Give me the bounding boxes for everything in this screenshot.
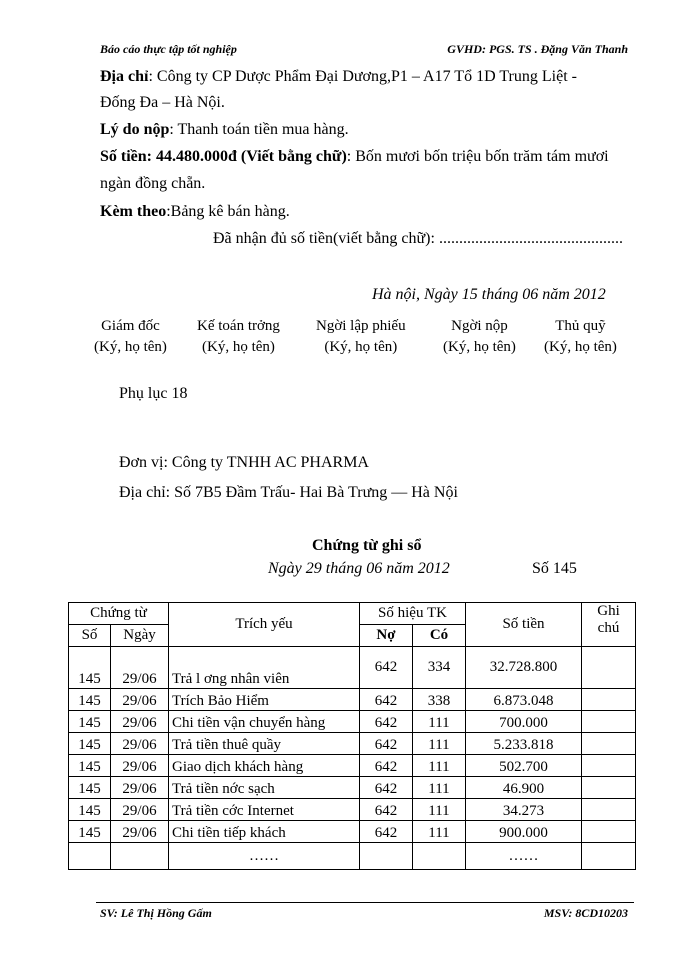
cell-number: 145 — [69, 777, 111, 799]
signature-note: (Ký, họ tên) — [324, 339, 398, 355]
amount-label: Số tiền: 44.480.000đ (Viết bằng chữ) — [100, 148, 347, 165]
cell-credit: 111 — [413, 799, 466, 821]
reason-label: Lý do nộp — [100, 121, 170, 138]
attachment-line — [100, 203, 290, 221]
header-voucher: Chứng từ — [69, 603, 169, 625]
cell-number: 145 — [69, 711, 111, 733]
address-value: : Công ty CP Dược Phẩm Đại Dương,P1 – A17 Tổ 1D Trung Liệt - — [148, 68, 577, 85]
footer-student: SV: Lê Thị Hồng Gấm — [100, 906, 212, 920]
cell-notes — [582, 799, 636, 821]
table-row — [69, 821, 636, 843]
cell-credit: 111 — [413, 821, 466, 843]
cell-date — [111, 843, 169, 870]
cell-date: 29/06 — [111, 777, 169, 799]
signature-title: Ngời nộp — [451, 318, 508, 334]
cell-description: Trả l ơng nhân viên — [169, 647, 360, 689]
table-row — [69, 689, 636, 711]
header-credit: Có — [413, 625, 466, 647]
cell-amount: 5.233.818 — [466, 733, 582, 755]
voucher-number: Số 145 — [532, 560, 577, 577]
table-row — [69, 777, 636, 799]
table-row — [69, 733, 636, 755]
table-row — [69, 711, 636, 733]
cell-description: Trả tiền nớc sạch — [169, 777, 360, 799]
signature-chief-accountant — [197, 316, 280, 358]
appendix-label: Phụ lục 18 — [119, 385, 188, 402]
attachment-label: Kèm theo — [100, 203, 167, 220]
header-amount: Số tiền — [466, 603, 582, 647]
header-debit: Nợ — [360, 625, 413, 647]
table-row — [69, 647, 636, 689]
header-number: Số — [69, 625, 111, 647]
cell-description: Trả tiền cớc Internet — [169, 799, 360, 821]
unit-address: Địa chỉ: Số 7B5 Đầm Trấu- Hai Bà Trưng — Hà Nội — [119, 484, 458, 501]
cell-credit: 111 — [413, 755, 466, 777]
cell-description: Chi tiền tiếp khách — [169, 821, 360, 843]
signature-cashier — [544, 316, 617, 358]
cell-date: 29/06 — [111, 799, 169, 821]
cell-notes — [582, 711, 636, 733]
signature-note: (Ký, họ tên) — [202, 339, 275, 355]
cell-amount: 46.900 — [466, 777, 582, 799]
cell-date: 29/06 — [111, 711, 169, 733]
cell-number — [69, 843, 111, 870]
cell-debit — [360, 843, 413, 870]
reason-value: : Thanh toán tiền mua hàng. — [169, 121, 349, 138]
signature-title: Kế toán trởng — [197, 318, 280, 334]
received-amount-line: Đã nhận đủ số tiền(viết bằng chữ): .............................................. — [213, 230, 623, 247]
cell-debit: 642 — [360, 711, 413, 733]
address-line-1 — [100, 68, 577, 86]
cell-description: Chi tiền vận chuyển hàng — [169, 711, 360, 733]
amount-line — [100, 148, 609, 166]
receipt-date: Hà nội, Ngày 15 tháng 06 năm 2012 — [372, 286, 606, 303]
cell-amount: 900.000 — [466, 821, 582, 843]
cell-date: 29/06 — [111, 821, 169, 843]
table-row-ellipsis — [69, 843, 636, 870]
cell-amount: 6.873.048 — [466, 689, 582, 711]
cell-credit: 338 — [413, 689, 466, 711]
cell-description: Trả tiền thuê quầy — [169, 733, 360, 755]
amount-words: : Bốn mươi bốn triệu bốn trăm tám mươi — [346, 148, 609, 165]
footer-student-id: MSV: 8CD10203 — [543, 906, 628, 920]
header-notes-line-1: Ghi — [597, 603, 620, 619]
cell-notes — [582, 689, 636, 711]
cell-credit: 111 — [413, 711, 466, 733]
header-date: Ngày — [111, 625, 169, 647]
cell-credit: 111 — [413, 777, 466, 799]
voucher-title: Chứng từ ghi sổ — [312, 537, 422, 554]
cell-notes — [582, 821, 636, 843]
table-row — [69, 799, 636, 821]
cell-amount: 32.728.800 — [466, 647, 582, 689]
cell-date: 29/06 — [111, 647, 169, 689]
cell-debit: 642 — [360, 689, 413, 711]
signature-note: (Ký, họ tên) — [443, 339, 516, 355]
signature-title: Thủ quỹ — [555, 318, 606, 334]
cell-notes — [582, 647, 636, 689]
cell-description: Trích Bảo Hiểm — [169, 689, 360, 711]
cell-debit: 642 — [360, 755, 413, 777]
header-account-codes: Số hiệu TK — [360, 603, 466, 625]
header-supervisor: GVHD: PGS. TS . Đặng Văn Thanh — [447, 42, 628, 56]
cell-amount: 700.000 — [466, 711, 582, 733]
signature-note: (Ký, họ tên) — [544, 339, 617, 355]
cell-number: 145 — [69, 799, 111, 821]
signature-director — [94, 316, 167, 358]
signature-title: Giám đốc — [101, 318, 160, 334]
cell-debit: 642 — [360, 821, 413, 843]
cell-debit: 642 — [360, 647, 413, 689]
signature-payer — [443, 316, 516, 358]
cell-date: 29/06 — [111, 733, 169, 755]
cell-number: 145 — [69, 755, 111, 777]
cell-credit — [413, 843, 466, 870]
cell-amount: 34.273 — [466, 799, 582, 821]
cell-date: 29/06 — [111, 689, 169, 711]
cell-debit: 642 — [360, 799, 413, 821]
signature-title: Ngời lập phiếu — [316, 318, 406, 334]
cell-description: Giao dịch khách hàng — [169, 755, 360, 777]
cell-notes — [582, 843, 636, 870]
cell-debit: 642 — [360, 733, 413, 755]
cell-number: 145 — [69, 647, 111, 689]
signature-note: (Ký, họ tên) — [94, 339, 167, 355]
header-report-title: Báo cáo thực tập tốt nghiệp — [100, 42, 237, 56]
voucher-table — [68, 602, 636, 870]
cell-date: 29/06 — [111, 755, 169, 777]
cell-notes — [582, 777, 636, 799]
address-line-2: Đống Đa – Hà Nội. — [100, 94, 225, 111]
header-notes — [582, 603, 636, 647]
cell-notes — [582, 755, 636, 777]
cell-amount-ellipsis: …… — [466, 843, 582, 870]
cell-number: 145 — [69, 689, 111, 711]
header-description: Trích yếu — [169, 603, 360, 647]
cell-description-ellipsis: …… — [169, 843, 360, 870]
signature-preparer — [316, 316, 406, 358]
cell-number: 145 — [69, 821, 111, 843]
table-row — [69, 755, 636, 777]
address-label: Địa chỉ — [100, 68, 149, 85]
cell-amount: 502.700 — [466, 755, 582, 777]
attachment-value: :Bảng kê bán hàng. — [166, 203, 290, 220]
cell-credit: 111 — [413, 733, 466, 755]
cell-notes — [582, 733, 636, 755]
unit-name: Đơn vị: Công ty TNHH AC PHARMA — [119, 454, 369, 471]
footer-divider — [96, 902, 634, 903]
cell-number: 145 — [69, 733, 111, 755]
header-notes-line-2: chú — [597, 620, 620, 636]
voucher-date: Ngày 29 tháng 06 năm 2012 — [268, 560, 450, 577]
cell-credit: 334 — [413, 647, 466, 689]
reason-line — [100, 121, 349, 139]
cell-debit: 642 — [360, 777, 413, 799]
amount-words-line-2: ngàn đồng chẵn. — [100, 175, 206, 192]
